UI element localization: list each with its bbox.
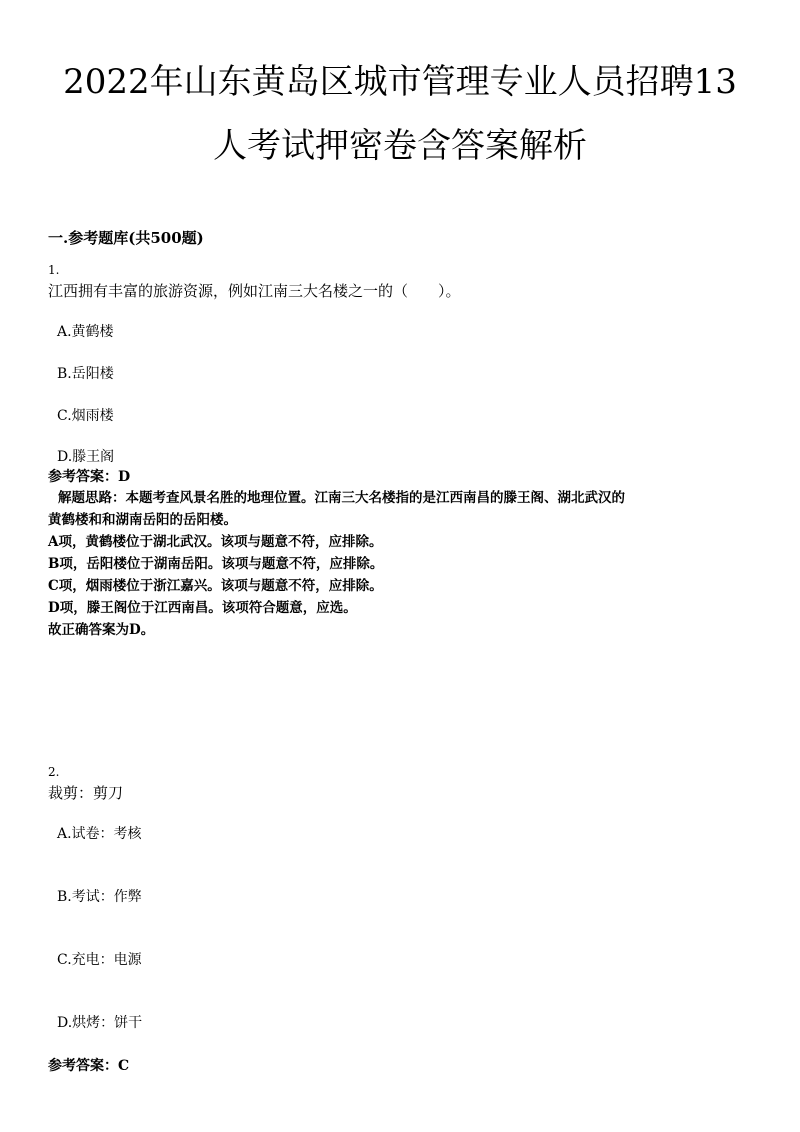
explanation-line: C项，烟雨楼位于浙江嘉兴。该项与题意不符，应排除。	[48, 578, 383, 594]
question-2-answer: 参考答案：C	[48, 1058, 130, 1074]
question-2-option-c: C.充电：电源	[57, 952, 142, 968]
question-1-explanation	[48, 487, 753, 641]
document-title-line-1: 2022年山东黄岛区城市管理专业人员招聘13	[63, 62, 737, 102]
question-2-option-a: A.试卷：考核	[57, 826, 142, 842]
explanation-line: D项，滕王阁位于江西南昌。该项符合题意，应选。	[48, 600, 357, 616]
question-1-option-a: A.黄鹤楼	[57, 324, 114, 340]
question-2-number: 2.	[48, 765, 60, 779]
question-1-number: 1.	[48, 263, 60, 277]
explanation-line: B项，岳阳楼位于湖南岳阳。该项与题意不符，应排除。	[48, 556, 384, 572]
question-1-option-b: B.岳阳楼	[57, 366, 114, 382]
explanation-line: A项，黄鹤楼位于湖北武汉。该项与题意不符，应排除。	[48, 534, 383, 550]
explanation-line: 解题思路：本题考查风景名胜的地理位置。江南三大名楼指的是江西南昌的滕王阁、湖北武汉的	[58, 490, 625, 506]
explanation-line: 故正确答案为D。	[48, 622, 155, 638]
explanation-line: 黄鹤楼和和湖南岳阳的岳阳楼。	[48, 512, 237, 528]
question-2-stem: 裁剪：剪刀	[48, 784, 124, 802]
question-1-answer: 参考答案：D	[48, 469, 131, 485]
question-1-stem: 江西拥有丰富的旅游资源，例如江南三大名楼之一的（ ）。	[48, 282, 461, 300]
question-1-option-d: D.滕王阁	[57, 449, 115, 465]
document-title-line-2: 人考试押密卷含答案解析	[213, 126, 587, 166]
section-heading: 一.参考题库(共500题)	[48, 229, 204, 247]
question-2-option-d: D.烘烤：饼干	[57, 1015, 143, 1031]
question-1-option-c: C.烟雨楼	[57, 408, 114, 424]
question-2-option-b: B.考试：作弊	[57, 889, 142, 905]
